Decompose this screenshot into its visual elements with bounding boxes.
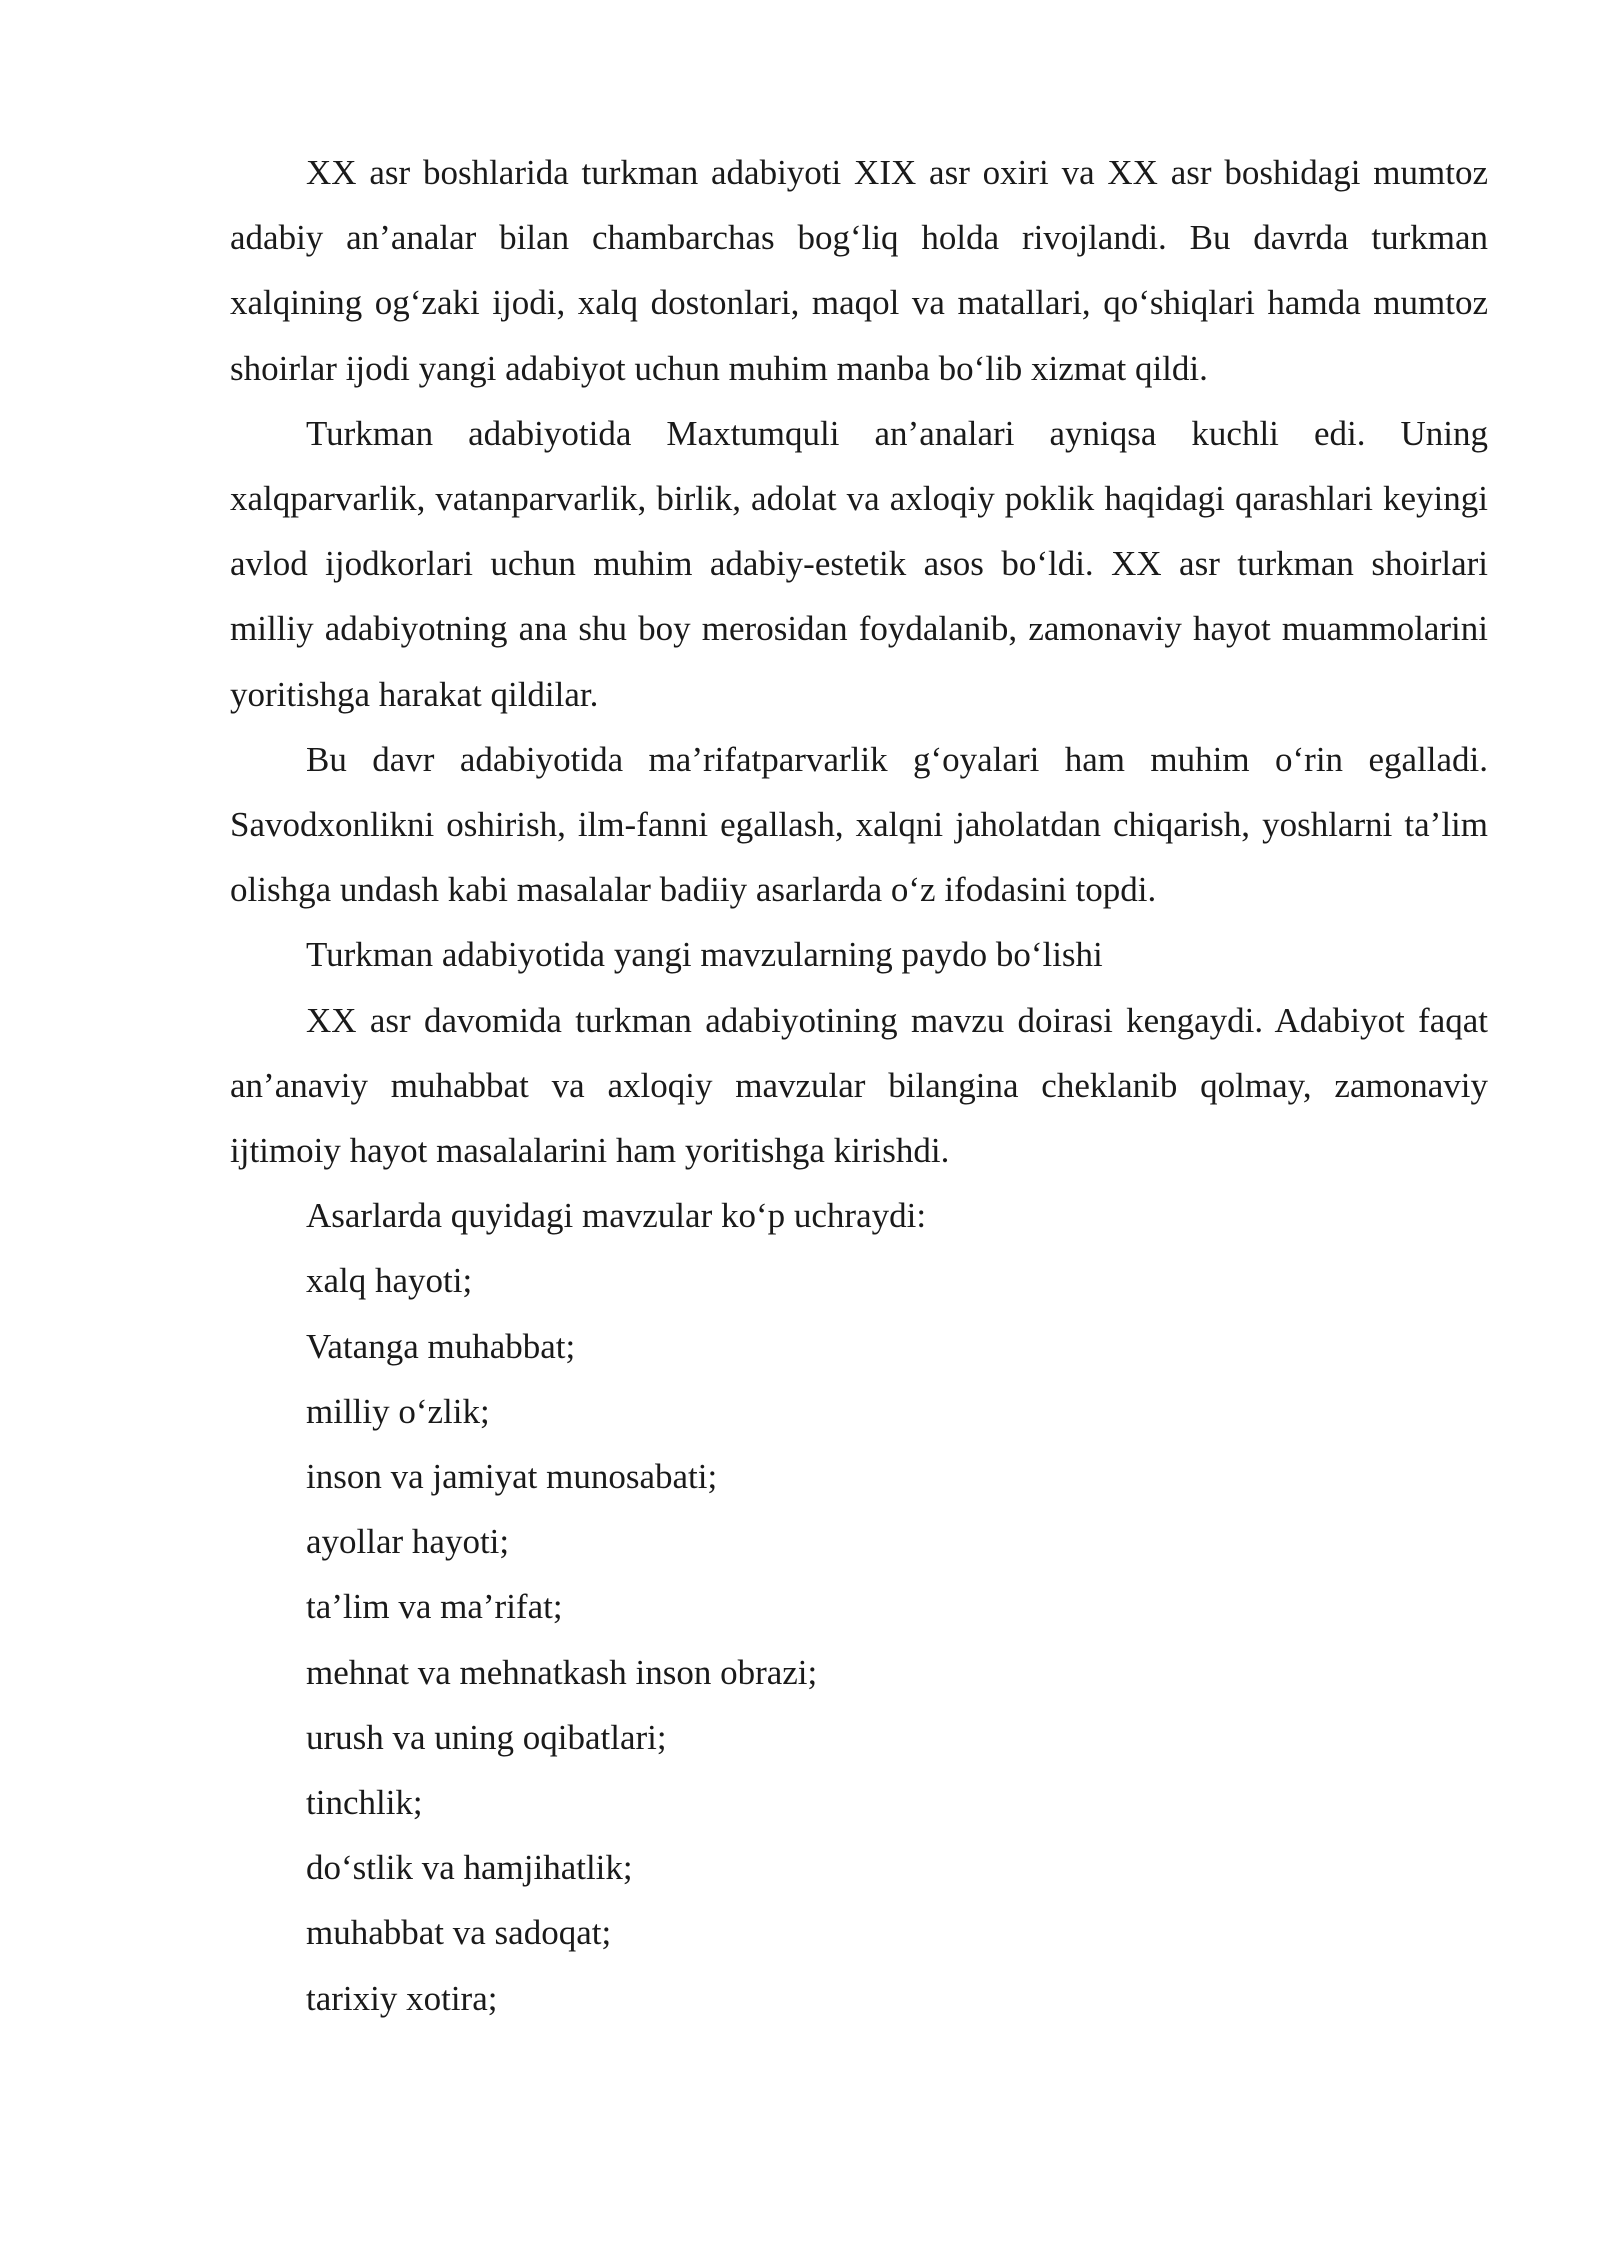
section-heading: Turkman adabiyotida yangi mavzularning paydo bo‘lishi bbox=[306, 935, 1103, 975]
paragraph-themes: XX asr davomida turkman adabiyotining mavzu doirasi kengaydi. Adabiyot faqat an’anaviy muhabbat va axloqiy mavzular bilangina cheklanib qolmay, zamonaviy ijtimoiy hayot masalalarini ham yoritishga kirishdi. bbox=[230, 1000, 1488, 1171]
list-item: tarixiy xotira; bbox=[306, 1978, 498, 2018]
list-item: ta’lim va ma’rifat; bbox=[306, 1587, 563, 1627]
paragraph-enlightenment: Bu davr adabiyotida ma’rifatparvarlik g‘oyalari ham muhim o‘rin egalladi. Savodxonlikni oshirish, ilm-fanni egallash, xalqni jaholatdan chiqarish, yoshlarni ta’lim olishga undash kabi masalalar badiiy asarlarda o‘z ifodasini topdi. bbox=[230, 739, 1488, 910]
list-item: ayollar hayoti; bbox=[306, 1522, 510, 1562]
list-item: milliy o‘zlik; bbox=[306, 1391, 490, 1431]
list-item: urush va uning oqibatlari; bbox=[306, 1717, 667, 1757]
list-item: Vatanga muhabbat; bbox=[306, 1326, 576, 1366]
list-intro: Asarlarda quyidagi mavzular ko‘p uchraydi: bbox=[306, 1196, 927, 1236]
list-item: muhabbat va sadoqat; bbox=[306, 1913, 612, 1953]
document-page bbox=[230, 140, 1488, 2031]
list-item: mehnat va mehnatkash inson obrazi; bbox=[306, 1652, 818, 1692]
list-item: do‘stlik va hamjihatlik; bbox=[306, 1848, 633, 1888]
list-item: inson va jamiyat munosabati; bbox=[306, 1457, 718, 1497]
topic-list bbox=[230, 1248, 1488, 2030]
list-item: tinchlik; bbox=[306, 1783, 423, 1823]
list-item: xalq hayoti; bbox=[306, 1261, 473, 1301]
paragraph-maxtumquli: Turkman adabiyotida Maxtumquli an’analari ayniqsa kuchli edi. Uning xalqparvarlik, vatanparvarlik, birlik, adolat va axloqiy poklik haqidagi qarashlari keyingi avlod ijodkorlari uchun muhim adabiy-estetik asos bo‘ldi. XX asr turkman shoirlari milliy adabiyotning ana shu boy merosidan foydalanib, zamonaviy hayot muammolarini yoritishga harakat qildilar. bbox=[230, 413, 1488, 714]
paragraph-intro: XX asr boshlarida turkman adabiyoti XIX asr oxiri va XX asr boshidagi mumtoz adabiy an’analar bilan chambarchas bog‘liq holda rivojlandi. Bu davrda turkman xalqining og‘zaki ijodi, xalq dostonlari, maqol va matallari, qo‘shiqlari hamda mumtoz shoirlar ijodi yangi adabiyot uchun muhim manba bo‘lib xizmat qildi. bbox=[230, 153, 1488, 388]
